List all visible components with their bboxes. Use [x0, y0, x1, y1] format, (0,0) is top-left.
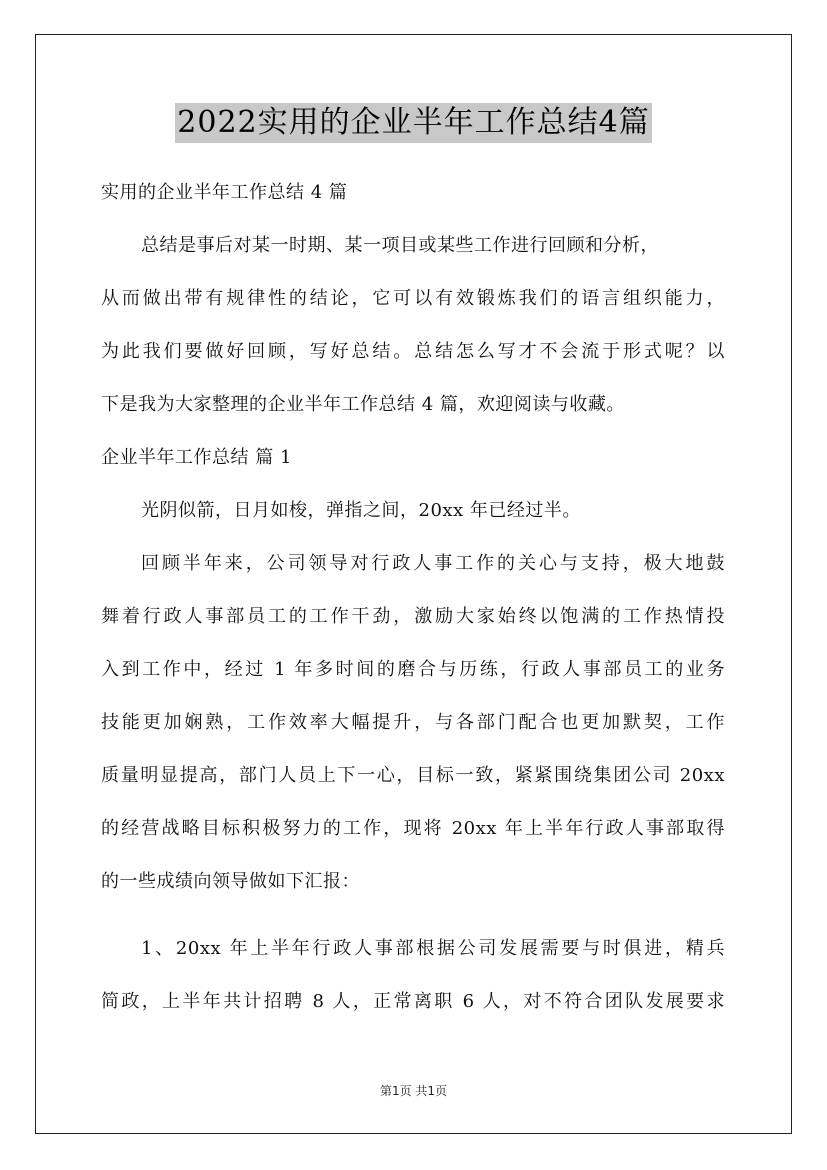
paragraph-line: 简政，上半年共计招聘 8 人，正常离职 6 人，对不符合团队发展要求: [101, 991, 725, 1012]
paragraph-line: 从而做出带有规律性的结论，它可以有效锻炼我们的语言组织能力，: [101, 288, 725, 309]
paragraph-line: 的经营战略目标积极努力的工作，现将 20xx 年上半年行政人事部取得: [101, 818, 725, 839]
paragraph-line: 为此我们要做好回顾，写好总结。总结怎么写才不会流于形式呢？以: [101, 341, 725, 362]
document-title-text: 2022实用的企业半年工作总结4篇: [175, 103, 651, 143]
document-title: [0, 103, 827, 147]
page-footer: 第1页 共1页: [379, 1084, 448, 1098]
section-heading: 企业半年工作总结 篇 1: [101, 447, 292, 468]
paragraph-line: 入到工作中，经过 1 年多时间的磨合与历练，行政人事部员工的业务: [101, 659, 725, 680]
paragraph-line: 总结是事后对某一时期、某一项目或某些工作进行回顾和分析，: [141, 235, 659, 256]
paragraph-line: 1、20xx 年上半年行政人事部根据公司发展需要与时俱进，精兵: [141, 938, 725, 959]
paragraph-line: 回顾半年来，公司领导对行政人事工作的关心与支持，极大地鼓: [141, 553, 725, 574]
paragraph-line: 的一些成绩向领导做如下汇报：: [101, 871, 360, 892]
subtitle-line: 实用的企业半年工作总结 4 篇: [101, 182, 348, 203]
paragraph-line: 下是我为大家整理的企业半年工作总结 4 篇，欢迎阅读与收藏。: [101, 394, 625, 415]
paragraph-line: 技能更加娴熟，工作效率大幅提升，与各部门配合也更加默契，工作: [101, 712, 725, 733]
paragraph-line: 光阴似箭，日月如梭，弹指之间，20xx 年已经过半。: [141, 500, 581, 521]
paragraph-line: 舞着行政人事部员工的工作干劲，激励大家始终以饱满的工作热情投: [101, 606, 725, 627]
paragraph-line: 质量明显提高，部门人员上下一心，目标一致，紧紧围绕集团公司 20xx: [101, 765, 725, 786]
